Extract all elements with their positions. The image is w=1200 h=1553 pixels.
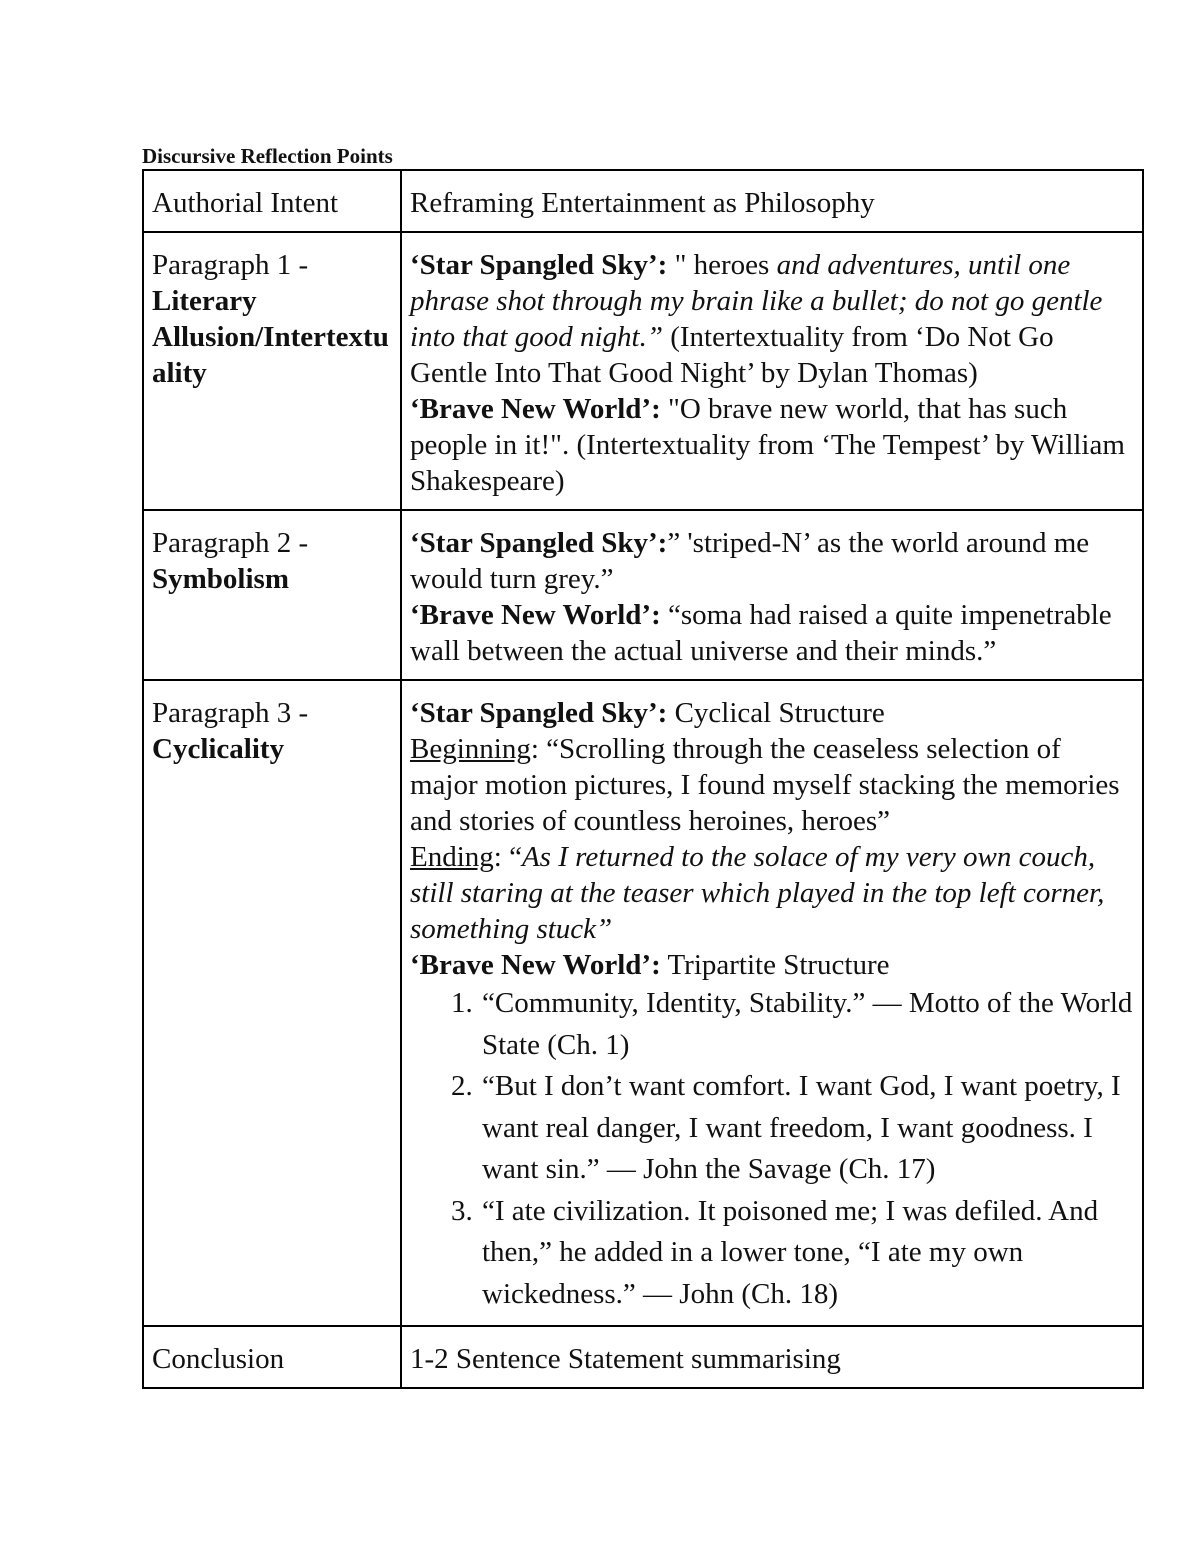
p3-ending-label: Ending bbox=[410, 841, 494, 873]
bnw-quote-list bbox=[410, 983, 1134, 1315]
p1-sss-note: (Intertextuality from ‘Do Not Go Gentle Into That Good Night’ by Dylan Thomas) bbox=[410, 321, 1054, 389]
p2-sss-quote: ” 'striped-N’ as the world around me would turn grey.” bbox=[410, 527, 1090, 595]
paragraph-2-label: Paragraph 2 - bbox=[152, 527, 309, 559]
table-header-row bbox=[143, 170, 1143, 232]
p3-ending-quote: As I returned to the solace of my very own couch, still staring at the teaser which played in the top left corner, something stuck” bbox=[410, 841, 1105, 945]
reflection-table bbox=[142, 169, 1144, 1389]
p3-bnw-title: ‘Brave New World’: bbox=[410, 949, 661, 981]
p1-sss-quote-close: ” bbox=[646, 321, 671, 353]
paragraph-3-label-cell bbox=[143, 680, 401, 1326]
table-row-paragraph-2 bbox=[143, 510, 1143, 680]
paragraph-1-content-cell bbox=[401, 232, 1143, 510]
list-item: 1. “Community, Identity, Stability.” — Motto of the World State (Ch. 1) bbox=[480, 983, 1134, 1066]
p3-sss-title: ‘Star Spangled Sky’: bbox=[410, 697, 668, 729]
document-title: Discursive Reflection Points bbox=[142, 144, 393, 168]
paragraph-2-content-cell bbox=[401, 510, 1143, 680]
paragraph-2-technique: Symbolism bbox=[152, 563, 289, 595]
paragraph-3-label: Paragraph 3 - bbox=[152, 697, 309, 729]
paragraph-1-technique: Literary Allusion/Intertextuality bbox=[152, 285, 389, 389]
paragraph-1-label: Paragraph 1 - bbox=[152, 249, 309, 281]
header-authorial-intent: Authorial Intent bbox=[143, 170, 401, 232]
list-item: 3. “I ate civilization. It poisoned me; I was defiled. And then,” he added in a lower tone, “I ate my own wickedness.” — John (Ch. 18) bbox=[480, 1191, 1134, 1316]
p3-ending-colon: : “ bbox=[493, 841, 522, 873]
p1-bnw-title: ‘Brave New World’: bbox=[410, 393, 661, 425]
p1-sss-title: ‘Star Spangled Sky’: bbox=[410, 249, 668, 281]
p1-sss-quote-italic: and adventures, until one phrase shot through my brain like a bullet; do not go gentle into that good night. bbox=[410, 249, 1103, 353]
conclusion-text: 1-2 Sentence Statement summarising bbox=[401, 1326, 1143, 1388]
table-row-paragraph-1 bbox=[143, 232, 1143, 510]
table-row-conclusion bbox=[143, 1326, 1143, 1388]
p3-bnw-structure: Tripartite Structure bbox=[660, 949, 890, 981]
p1-sss-quote-lead: " heroes bbox=[667, 249, 777, 281]
list-item: 2. “But I don’t want comfort. I want God, I want poetry, I want real danger, I want freedom, I want goodness. I want sin.” — John the Savage (Ch. 17) bbox=[480, 1066, 1134, 1191]
p3-sss-structure: Cyclical Structure bbox=[667, 697, 885, 729]
conclusion-label: Conclusion bbox=[143, 1326, 401, 1388]
p3-beginning-label: Beginning bbox=[410, 733, 531, 765]
p2-bnw-quote: “soma had raised a quite impenetrable wall between the actual universe and their minds.” bbox=[410, 599, 1112, 667]
table-row-paragraph-3 bbox=[143, 680, 1143, 1326]
p2-sss-title: ‘Star Spangled Sky’: bbox=[410, 527, 668, 559]
paragraph-3-technique: Cyclicality bbox=[152, 733, 285, 765]
p3-beginning-quote: : “Scrolling through the ceaseless selection of major motion pictures, I found myself stacking the memories and stories of countless heroines, heroes” bbox=[410, 733, 1120, 837]
header-reframing: Reframing Entertainment as Philosophy bbox=[401, 170, 1143, 232]
p2-bnw-title: ‘Brave New World’: bbox=[410, 599, 661, 631]
paragraph-1-label-cell bbox=[143, 232, 401, 510]
paragraph-2-label-cell bbox=[143, 510, 401, 680]
p1-bnw-quote: "O brave new world, that has such people in it!". (Intertextuality from ‘The Tempest’ by William Shakespeare) bbox=[410, 393, 1125, 497]
paragraph-3-content-cell bbox=[401, 680, 1143, 1326]
